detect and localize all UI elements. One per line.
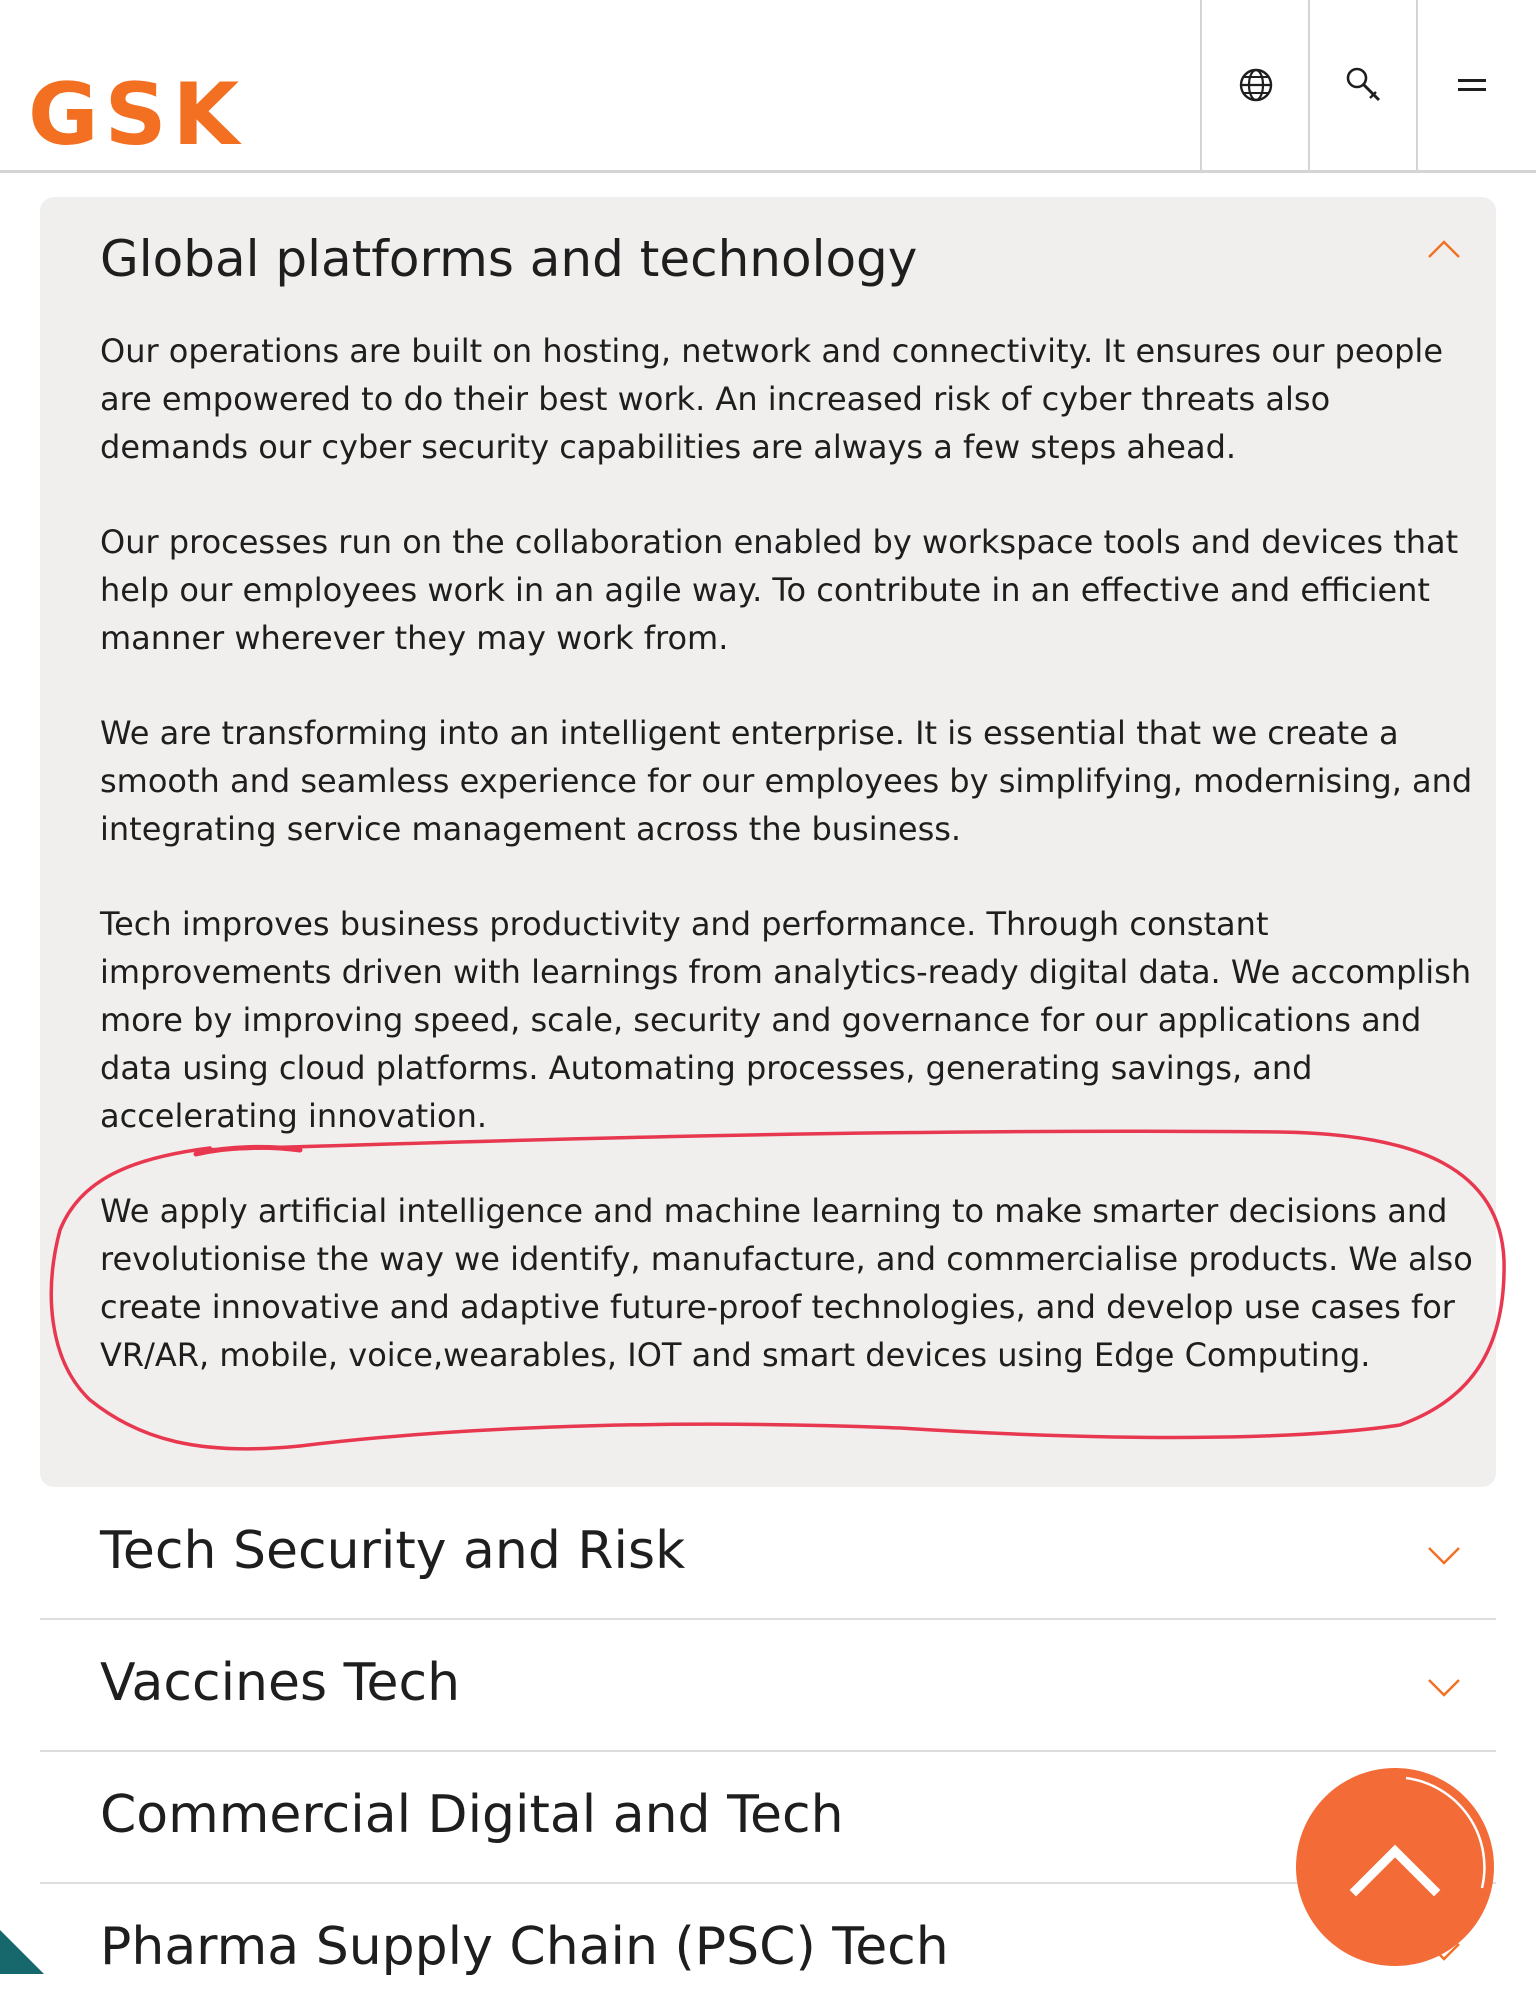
accordion-item-pharma-supply-chain[interactable] [40,1883,1496,2014]
accordion-title: Pharma Supply Chain (PSC) Tech [100,1917,949,1977]
globe-icon [1238,67,1274,103]
accordion-title[interactable]: Global platforms and technology [100,230,918,288]
chevron-down-icon [1426,1543,1462,1567]
content-paragraph: We are transforming into an intelligent enterprise. It is essential that we create a smooth and seamless experience for our employees by simplifying, modernising, and integrating service management across the business. [100,714,1473,848]
content-paragraph: Our processes run on the collaboration enabled by workspace tools and devices that help our employees work in an agile way. To contribute in an effective and efficient manner wherever they may work from. [100,523,1459,657]
back-to-top-button[interactable] [1296,1768,1494,1966]
content-paragraph: Tech improves business productivity and performance. Through constant improvements driven with learnings from analytics-ready digital data. We accomplish more by improving speed, scale, security and governance for our applications and data using cloud platforms. Automating processes, generating savings, and accelerating innovation. [100,905,1472,1135]
menu-icon [1456,75,1488,95]
gsk-logo[interactable]: GSK [28,65,246,165]
chevron-up-icon [1296,1768,1494,1966]
content-paragraph-highlighted: We apply artificial intelligence and machine learning to make smarter decisions and revolutionise the way we identify, manufacture, and commercialise products. We also create innovative and adaptive future-proof technologies, and develop use cases for VR/AR, mobile, voice,wearables, IOT and smart devices using Edge Computing. [100,1192,1473,1374]
chevron-down-icon [1426,1675,1462,1699]
accordion-title: Vaccines Tech [100,1653,461,1713]
content-paragraph: Our operations are built on hosting, network and connectivity. It ensures our people are empowered to do their best work. An increased risk of cyber threats also demands our cyber security capabilities are always a few steps ahead. [100,332,1443,466]
accordion-item-vaccines-tech[interactable] [40,1619,1496,1752]
language-button[interactable] [1200,0,1309,170]
search-icon [1344,65,1384,105]
site-header [0,0,1536,173]
menu-button[interactable] [1416,0,1525,170]
accordion-item-tech-security[interactable] [40,1487,1496,1620]
accordion-item-global-platforms [40,197,1496,1487]
chevron-up-icon[interactable] [1426,237,1462,261]
accordion-content [100,327,1480,1426]
accordion-title: Tech Security and Risk [100,1521,686,1581]
corner-decoration [0,1922,52,1974]
accordion-title: Commercial Digital and Tech [100,1785,844,1845]
search-button[interactable] [1308,0,1417,170]
accordion-item-commercial-digital[interactable] [40,1751,1496,1884]
